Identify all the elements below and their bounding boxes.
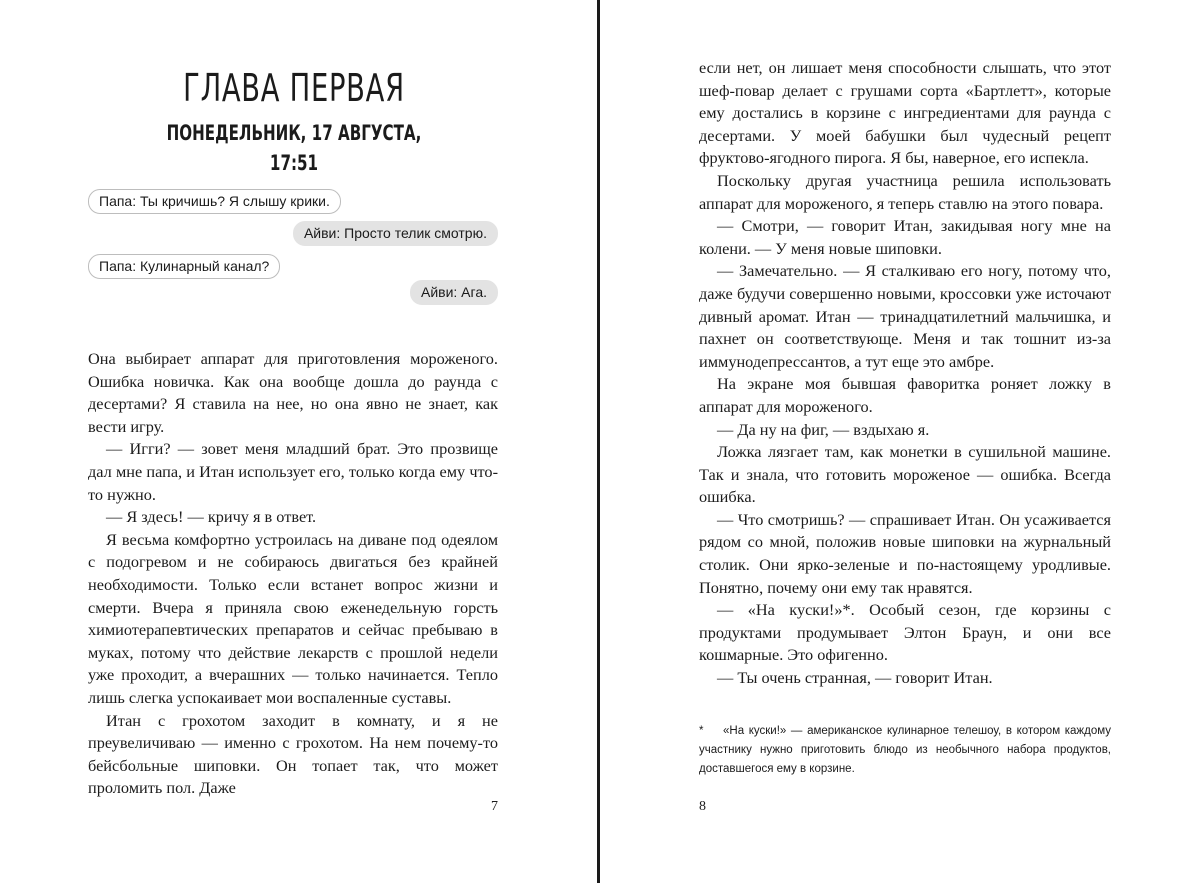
chat-bubble-dad: Папа: Кулинарный канал? [88, 254, 280, 279]
right-page-body [699, 57, 1111, 690]
footnote [699, 722, 1111, 779]
footnote-text: «На куски!» — американское кулинарное телешоу, в котором каждому участнику нужно приготовить блюдо из необычного набора продуктов, доставшегося ему в корзине. [699, 725, 1111, 775]
chapter-subtitle: ПОНЕДЕЛЬНИК, 17 АВГУСТА, 17:51 [166, 121, 422, 175]
paragraph: Я весьма комфортно устроилась на диване под одеялом с подогревом и не собираюсь двигаться без крайней необходимости. Только если встанет вопрос жизни и смерти. Вчера я приняла свою еженедельную горсть химиотерапевтических препаратов и сейчас пребываю в муках, потому что действие лекарств с прошлой недели уже проходит, а вчерашних — только начинается. Тепло лишь слегка успокаивает мои воспаленные суставы. [88, 529, 498, 707]
paragraph: — Я здесь! — кричу я в ответ. [106, 507, 317, 527]
paragraph: — Что смотришь? — спрашивает Итан. Он усаживается рядом со мной, положив новые шиповки на журнальный столик. Они ярко-зеленые и по-настоящему уродливые. Понятно, почему они ему так нравятся. [699, 509, 1111, 597]
right-page [602, 0, 1199, 883]
paragraph: Итан с грохотом заходит в комнату, и я не преувеличиваю — именно с грохотом. На нем почему-то бейсбольные шиповки. Он топает так, что может проломить пол. Даже [88, 710, 498, 798]
chapter-title: ГЛАВА ПЕРВАЯ [183, 66, 405, 110]
chat-bubble-dad: Папа: Ты кричишь? Я слышу крики. [88, 189, 341, 214]
book-gutter [597, 0, 600, 883]
paragraph: — «На куски!»*. Особый сезон, где корзины с продуктами продумывает Элтон Браун, и они все кошмарные. Это офигенно. [699, 600, 1111, 665]
paragraph: — Да ну на фиг, — вздыхаю я. [717, 419, 930, 439]
paragraph: если нет, он лишает меня способности слышать, что этот шеф-повар делает с грушами сорта «Бартлетт», которые ему достались в корзине с ингредиентами для раунда с десертами. У моей бабушки был чудесный рецепт фруктово-ягодного пирога. Я бы, наверное, его испекла. [699, 58, 1111, 168]
chat-bubble-ivy: Айви: Ага. [410, 280, 498, 305]
paragraph: — Замечательно. — Я сталкиваю его ногу, потому что, даже будучи совершенно новыми, кроссовки уже источают дивный аромат. Итан — тринадцатилетний мальчишка, и пахнет он соответствующе. Меня и так тошнит из-за иммунодепрессантов, а тут еще это амбре. [699, 261, 1111, 371]
paragraph: Поскольку другая участница решила использовать аппарат для мороженого, я теперь ставлю на этого повара. [699, 170, 1111, 213]
paragraph: Ложка лязгает там, как монетки в сушильной машине. Так и знала, что готовить мороженое — ошибка. Всегда ошибка. [699, 442, 1111, 507]
chat-bubble-ivy: Айви: Просто телик смотрю. [293, 221, 498, 246]
left-page-body [88, 348, 498, 800]
left-page [0, 0, 598, 883]
paragraph: — Игги? — зовет меня младший брат. Это прозвище дал мне папа, и Итан использует его, только когда ему что-то нужно. [88, 439, 498, 504]
paragraph: — Ты очень странная, — говорит Итан. [717, 668, 993, 688]
page-number: 7 [491, 799, 498, 814]
footnote-mark: * [699, 725, 704, 737]
page-number: 8 [699, 799, 706, 814]
paragraph: На экране моя бывшая фаворитка роняет ложку в аппарат для мороженого. [699, 374, 1111, 416]
paragraph: Она выбирает аппарат для приготовления мороженого. Ошибка новичка. Как она вообще дошла до раунда с десертами? Я ставила на нее, но она явно не знает, как вести игру. [88, 349, 498, 436]
paragraph: — Смотри, — говорит Итан, закидывая ногу мне на колени. — У меня новые шиповки. [699, 216, 1111, 258]
